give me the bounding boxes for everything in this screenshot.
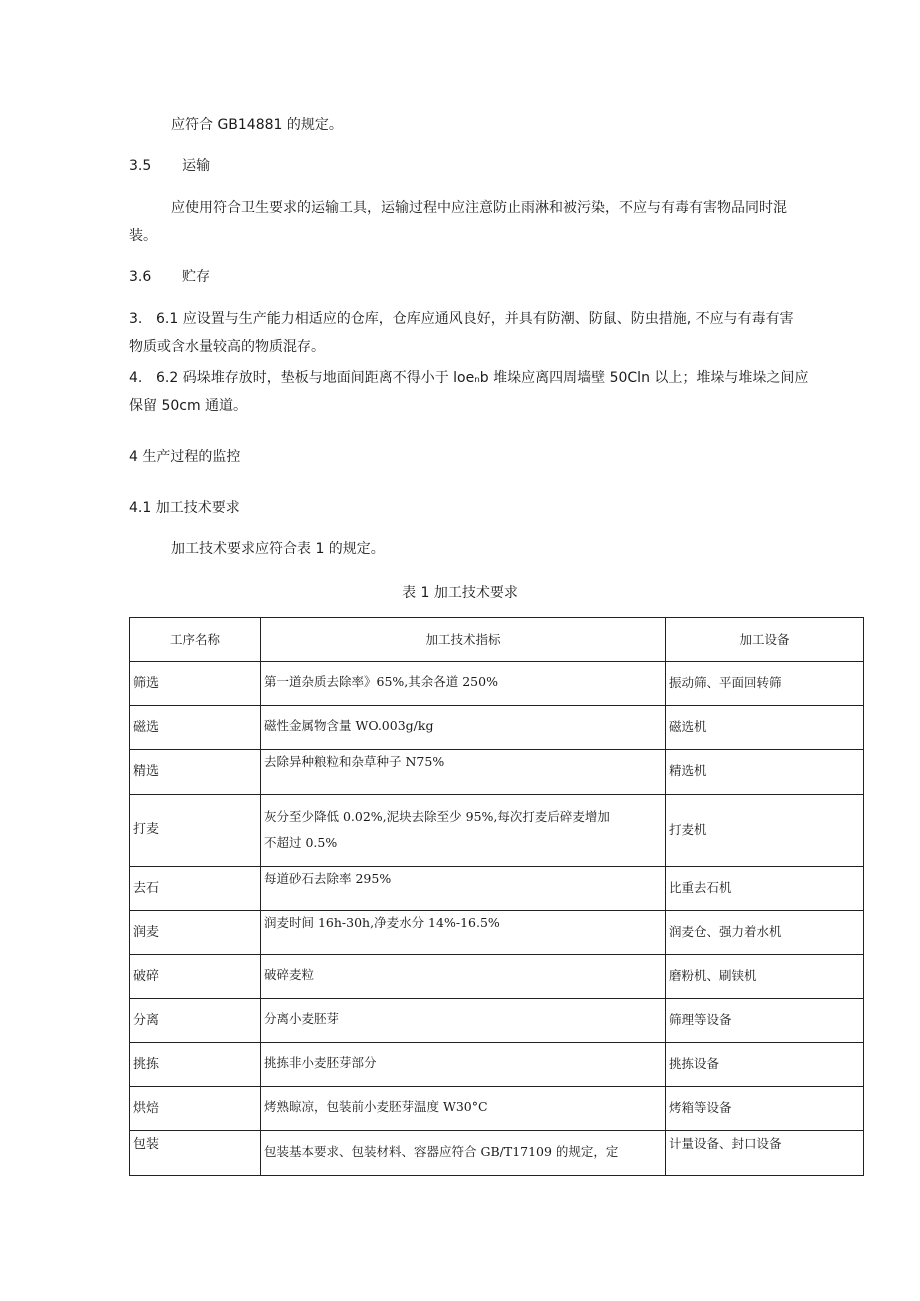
cell-equipment: 打麦机 [666, 795, 864, 867]
cell-equipment: 润麦仓、强力着水机 [666, 911, 864, 955]
cell-spec: 烤熟晾凉，包装前小麦胚芽温度 W30°C [261, 1087, 666, 1131]
table-row [130, 955, 864, 999]
cell-spec-line1: 灰分至少降低 0.02%,泥块去除至少 95%,每次打麦后碎麦增加 [264, 809, 610, 824]
cell-spec: 去除异种粮粒和杂草种子 N75% [261, 750, 666, 795]
paragraph-transport-line2: 装。 [129, 228, 157, 244]
cell-spec [261, 795, 666, 867]
section-4-heading: 4 生产过程的监控 [129, 449, 241, 465]
table-header-row [130, 618, 864, 662]
section-title: 运输 [182, 158, 211, 174]
cell-spec: 润麦时间 16h-30h,净麦水分 14%-16.5% [261, 911, 666, 955]
table-row [130, 750, 864, 795]
cell-process: 润麦 [130, 911, 261, 955]
cell-spec-line2: 不超过 0.5% [264, 835, 338, 850]
cell-process: 挑拣 [130, 1043, 261, 1087]
cell-equipment: 烤箱等设备 [666, 1087, 864, 1131]
cell-equipment: 振动筛、平面回转筛 [666, 662, 864, 706]
table-row [130, 999, 864, 1043]
cell-process: 打麦 [130, 795, 261, 867]
table-row [130, 867, 864, 911]
cell-equipment: 计量设备、封口设备 [666, 1131, 864, 1176]
cell-spec: 包装基本要求、包装材料、容器应符合 GB/T17109 的规定，定 [261, 1131, 666, 1176]
section-3-6-heading [129, 266, 210, 288]
cell-process: 筛选 [130, 662, 261, 706]
list-number: 3. [129, 311, 143, 327]
table-row [130, 1131, 864, 1176]
cell-equipment: 筛理等设备 [666, 999, 864, 1043]
cell-spec: 每道砂石去除率 295% [261, 867, 666, 911]
cell-spec: 第一道杂质去除率》65%,其余各道 250% [261, 662, 666, 706]
list-item-storage-1 [129, 308, 794, 330]
cell-spec: 分离小麦胚芽 [261, 999, 666, 1043]
cell-spec: 磁性金属物含量 WO.003g/kg [261, 706, 666, 750]
cell-process: 磁选 [130, 706, 261, 750]
list-item-storage-2-cont: 保留 50cm 通道。 [129, 398, 248, 414]
table-caption: 表 1 加工技术要求 [402, 585, 518, 601]
cell-process: 包装 [130, 1131, 261, 1176]
paragraph-transport-line1: 应使用符合卫生要求的运输工具，运输过程中应注意防止雨淋和被污染，不应与有毒有害物品同时混 [171, 200, 787, 216]
table-row [130, 706, 864, 750]
list-text: 6.1 应设置与生产能力相适应的仓库，仓库应通风良好，并具有防潮、防鼠、防虫措施, 不应与有毒有害 [156, 311, 794, 327]
list-number: 4. [129, 370, 143, 386]
cell-process: 烘焙 [130, 1087, 261, 1131]
paragraph-gb14881: 应符合 GB14881 的规定。 [171, 117, 343, 133]
table-row [130, 795, 864, 867]
header-equipment: 加工设备 [666, 618, 864, 662]
cell-equipment: 挑拣设备 [666, 1043, 864, 1087]
table-row [130, 911, 864, 955]
section-number: 3.6 [129, 269, 152, 285]
cell-equipment: 精选机 [666, 750, 864, 795]
section-3-5-heading [129, 155, 210, 177]
cell-equipment: 磨粉机、刷铗机 [666, 955, 864, 999]
table-row [130, 1043, 864, 1087]
header-process: 工序名称 [130, 618, 261, 662]
section-number: 3.5 [129, 158, 152, 174]
table-row [130, 1087, 864, 1131]
cell-equipment: 磁选机 [666, 706, 864, 750]
list-text: 6.2 码垛堆存放时，垫板与地面间距离不得小于 loeₙb 堆垛应离四周墙壁 50Cln 以上；堆垛与堆垛之间应 [156, 370, 809, 386]
cell-process: 去石 [130, 867, 261, 911]
paragraph-table-ref: 加工技术要求应符合表 1 的规定。 [171, 541, 385, 557]
list-item-storage-1-cont: 物质或含水量较高的物质混存。 [129, 339, 325, 355]
cell-spec: 挑拣非小麦胚芽部分 [261, 1043, 666, 1087]
cell-process: 分离 [130, 999, 261, 1043]
header-spec: 加工技术指标 [261, 618, 666, 662]
section-title: 贮存 [182, 269, 211, 285]
list-item-storage-2 [129, 367, 808, 389]
cell-process: 精选 [130, 750, 261, 795]
cell-equipment: 比重去石机 [666, 867, 864, 911]
cell-process: 破碎 [130, 955, 261, 999]
cell-spec: 破碎麦粒 [261, 955, 666, 999]
section-4-1-heading: 4.1 加工技术要求 [129, 500, 240, 516]
processing-requirements-table [129, 617, 864, 1176]
table-row [130, 662, 864, 706]
